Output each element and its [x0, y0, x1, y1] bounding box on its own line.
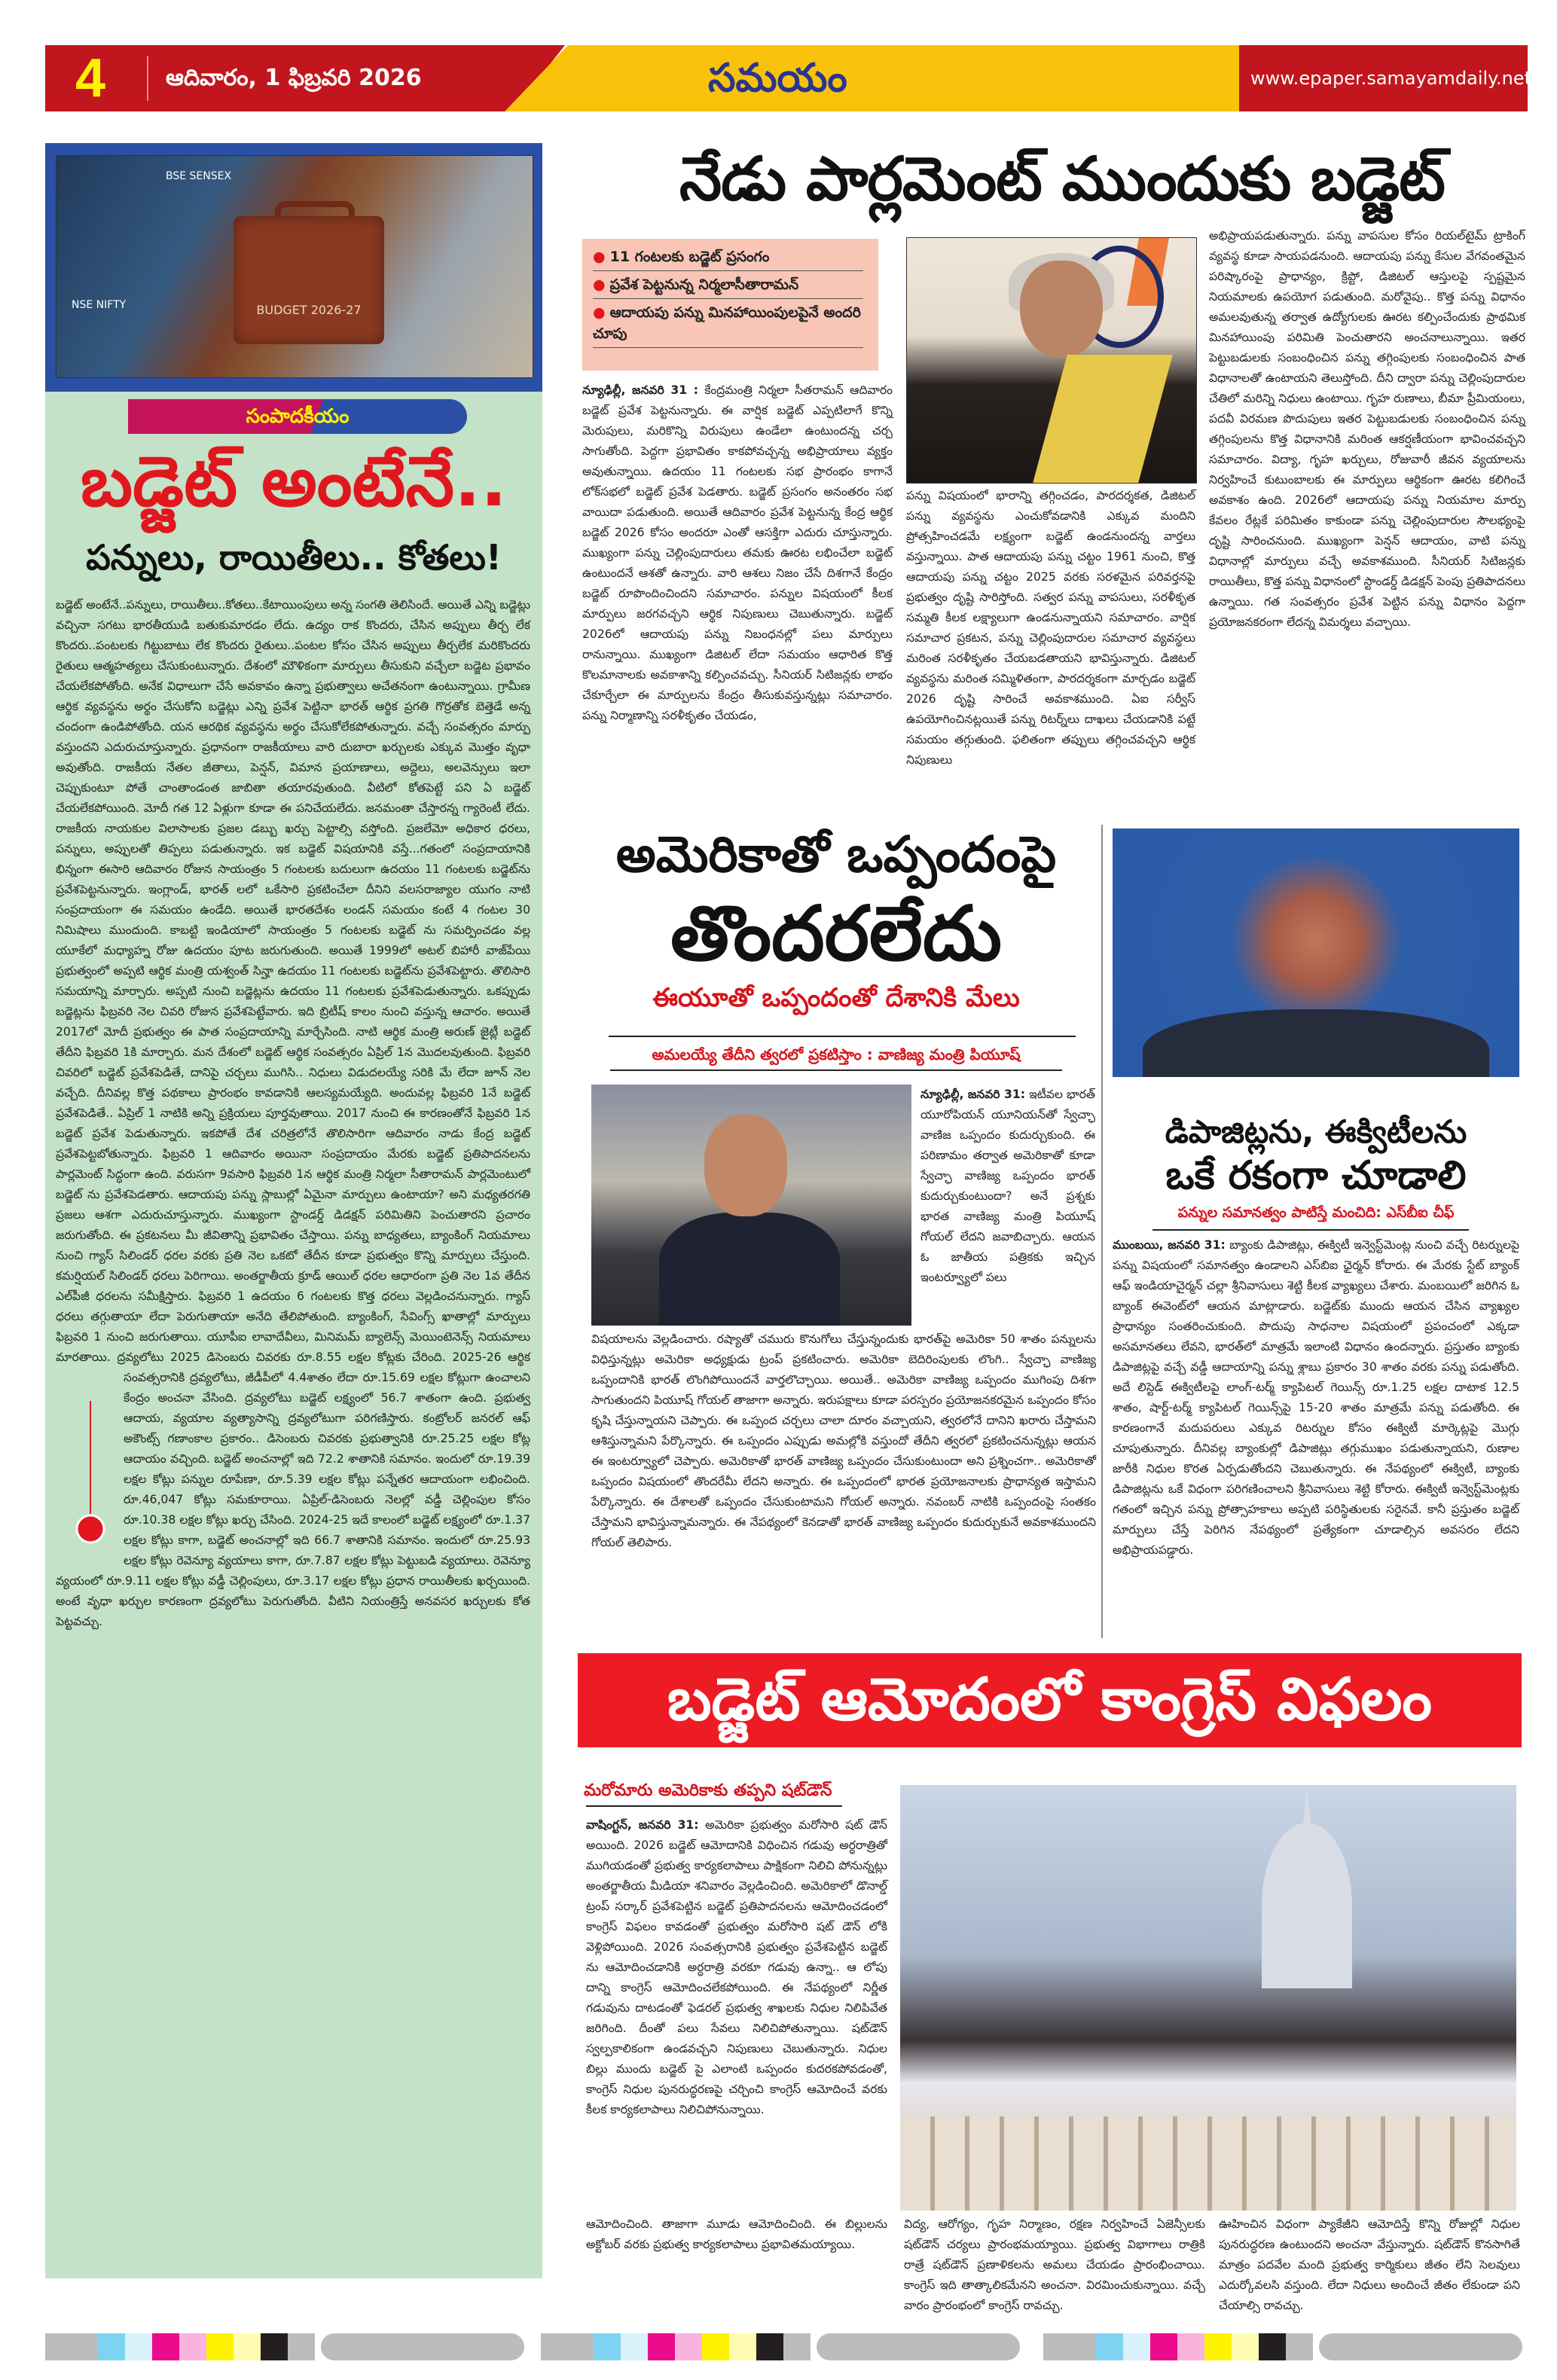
top-story-headline[interactable]: నేడు పార్లమెంట్ ముందుకు బడ్జెట్ — [679, 144, 1445, 214]
top-story-highlights — [582, 239, 878, 371]
us-trade-headline-line2[interactable]: తొందరలేదు — [670, 889, 1003, 978]
sbi-headline-line1[interactable]: డిపాజిట్లను, ఈక్విటీలను — [1165, 1113, 1467, 1150]
story-text: బ్యాంకు డిపాజిట్లు, ఈక్విటీ ఇన్వెస్ట్‌మెంట్ల నుంచి వచ్చే రిటర్నులపై పన్ను విషయంలో సమానత్వం ఉండాలని ఎస్‌బిఐ ఛైర్మన్ కోరారు. ఈ మేరకు స్టేట్ బ్యాంక్ ఆఫ్ ఇండియాచైర్మన్ చల్లా శ్రీనివాసులు శెట్టి కీలక వ్యాఖ్యలు చేశారు. మంబయిలో జరిగిన ఓ బ్యాంక్ ఈవెంట్‌లో ఆయన మాట్లాడారు. బడ్జెట్‌కు ముందు ఆయన చేసిన వ్యాఖ్యల ప్రాధాన్యం సంతరించుకుంది. పొదుపు సాధనాల విషయంలో ప్రపంచంలో ఎక్కడా అసమానతలు లేవని, భారత్‌లో మాత్రమే ఇలాంటి విధానం ఉందన్నారు. ప్రస్తుతం బ్యాంకు డిపాజిట్లపై వచ్చే వడ్డీ ఆదాయాన్ని పన్ను శ్లాబు ప్రకారం 30 శాతం వరకు పన్ను పడుతోంది. అదే లిస్టెడ్ ఈక్విటీలపై లాంగ్-టర్మ్ క్యాపిటల్ గెయిన్స్ రూ.1.25 లక్షల దాటాక 12.5 శాతం, షార్ట్-టర్మ్ క్యాపిటల్ గెయిన్స్‌పై 15-20 శాతం మాత్రమే పన్ను పడుతోంది. ఈ కారణంగానే మదుపరులు ఎక్కువ రిటర్నుల కోసం ఈక్విటీ మార్కెట్లపై మొగ్గు చూపుతున్నారు. దీనివల్ల బ్యాంకుల్లో డిపాజిట్లు తగ్గుముఖం పడుతున్నాయని, రుణాల జారీకి నిధుల కొరత ఏర్పడుతోందని చెబుతున్నారు. ఈ నేపథ్యంలో ఈక్విటీ, బ్యాంకు డిపాజిట్లను ఒకే విధంగా పరిగణించాలని శ్రీనివాసులు శెట్టి కోరారు. ఈక్విటీ ఇన్వెస్ట్‌మెంట్లకు గతంలో ఇచ్చిన పన్ను ప్రోత్సాహకాలు అప్పటి పరిస్థితులకు సరైనవే. కానీ ప్రస్తుతం బడ్జెట్ మార్పులు చేస్తే పెరిగిన నేపథ్యంలో ప్రత్యేకంగా చూడాల్సిన అవసరం లేదని అభిప్రాయపడ్డారు. — [1113, 1238, 1520, 1557]
color-swatch — [288, 2333, 315, 2360]
gray-registration-pill — [1319, 2333, 1522, 2360]
color-swatch — [702, 2333, 729, 2360]
print-color-bar — [541, 2333, 1020, 2360]
budget-briefcase-icon — [234, 216, 384, 344]
masthead-yellow-band — [505, 45, 1296, 111]
color-swatch — [783, 2333, 811, 2360]
color-swatch — [1177, 2333, 1204, 2360]
us-trade-subheadline: ఈయూతో ఒప్పందంతో దేశానికి మేలు — [652, 983, 1020, 1013]
print-color-bar — [1043, 2333, 1522, 2360]
sbi-headline-line2[interactable]: ఒకే రకంగా చూడాలి — [1165, 1153, 1467, 1198]
divider — [1152, 1229, 1469, 1231]
budget-illustration — [56, 155, 533, 378]
highlight-text: ప్రవేశ పెట్టనున్న నిర్మలాసీతారామన్ — [609, 276, 799, 293]
bullet-dot-icon: ● — [593, 249, 606, 265]
highlight-text: ఆదాయపు పన్ను మినహాయింపులపైనే అందరి చూపు — [593, 304, 861, 342]
sbi-kicker: పన్నుల సమానత్వం పాటిస్తే మంచిది: ఎస్‌బీఐ చీఫ్ — [1177, 1204, 1455, 1221]
capitol-photo — [900, 1785, 1516, 2211]
divider — [586, 1805, 842, 1807]
top-story-col1 — [582, 380, 893, 726]
photo-suit — [659, 1213, 840, 1326]
briefcase-label: BUDGET 2026-27 — [256, 303, 362, 317]
story-text: ఇటీవల భారత్ యూరోపియన్ యూనియన్‌తో స్వేచ్ఛా వాణిజ ఒప్పందం కుదుర్చుకుంది. ఈ పరిణామం తర్వాత అమెరికాతో కూడా స్వేచ్ఛా వాణిజ్య ఒప్పందం భారత్ కుదుర్చుకుంటుందా? అనే ప్రశ్నకు భారత వాణిజ్య మంత్రి పియూష్ గోయల్ లేదని జవాబిచ్చారు. ఆయన ఓ జాతీయ పత్రికకు ఇచ్చిన ఇంటర్వ్యూలో పలు — [920, 1088, 1095, 1284]
gray-registration-pill — [321, 2333, 524, 2360]
balustrade — [900, 2116, 1516, 2211]
congress-kicker: మరోమారు అమెరికాకు తప్పని షట్‌డౌన్ — [584, 1781, 832, 1800]
congress-body — [586, 1815, 887, 2120]
page-number: 4 — [75, 48, 106, 108]
congress-body-bottom-left: ఆమోదించింది. తాజాగా మూడు ఆమోదించింది. ఈ బిల్లులను అక్టోబర్ వరకు ప్రభుత్వ కార్యకలాపాలు ప్రభావితమయ్యాయి. — [586, 2217, 887, 2251]
issue-date: ఆదివారం, 1 ఫిబ్రవరి 2026 — [166, 65, 422, 91]
story-text: కేంద్రమంత్రి నిర్మలా సీతరామన్ ఆదివారం బడ్జెట్ ప్రవేశ పెట్టనున్నారు. ఈ వార్షిక బడ్జెట్ ఎప్పటిలాగే కొన్ని మెరుపులు, మరికొన్ని విరుపులు ఉండేలా ఉంటుందన్న చర్చ సాగుతోంది. పెద్దగా ప్రభావితం కాకపోవచ్చన్న అభిప్రాయాలు వ్యక్తం అవుతున్నాయి. ఉదయం 11 గంటలకు సభ ప్రారంభం కాగానే లోక్‌సభలో బడ్జెట్ ప్రవేశ పెడతారు. బడ్జెట్ ప్రసంగం అనంతరం సభ వాయిదా పడుతుంది. అయితే ఆదివారం ప్రవేశ పెట్టనున్న కేంద్ర ఆర్థిక బడ్జెట్ 2026 కోసం అందరూ ఎంతో ఆసక్తిగా ఎదురు చూస్తున్నారు. ముఖ్యంగా పన్ను చెల్లింపుదారులు తమకు ఊరట లభించేలా బడ్జెట్ ఉంటుందనే ఆశతో ఉన్నారు. వారి ఆశలు నిజం చేసే దిశగానే కేంద్రం బడ్జెట్ రూపొందించిందని సమాచారం. పన్నుల విషయంలో కీలక మార్పులు జరగవచ్చని ఆర్థిక నిపుణులు చెబుతున్నారు. బడ్జెట్ 2026లో ఆదాయపు పన్ను నిబంధనల్లో పలు మార్పులు రానున్నాయి. ముఖ్యంగా డిజిటల్ లేదా సమయం ఆధారిత కొత్త కొలమానాలకు అవకాశాన్ని కల్పించవచ్చు. సీనియర్ సిటిజన్లకు లాభం చేకూర్చేలా ఈ మార్పులను కేంద్రం తీసుకువస్తున్నట్లు సమాచారం. పన్ను నిర్మాణాన్ని సరళీకృతం చేయడం, — [582, 383, 893, 722]
gray-registration-pill — [817, 2333, 1020, 2360]
color-swatch — [234, 2333, 261, 2360]
dateline: న్యూఢిల్లీ, జనవరి 31 : — [582, 383, 698, 397]
sbi-chairman-photo — [1113, 828, 1519, 1077]
divider — [609, 1036, 1076, 1037]
color-swatch — [1123, 2333, 1150, 2360]
capitol-dome — [1262, 1823, 1352, 1988]
color-swatch — [179, 2333, 206, 2360]
bullet-dot-icon: ● — [593, 304, 606, 321]
top-story-col2: పన్ను విషయంలో భారాన్ని తగ్గించడం, పారదర్శకత, డిజిటల్ పన్ను వ్యవస్థను ఎంచుకోవడానికి ఎక్కువ మందిని ప్రోత్సహించడమే లక్ష్యంగా బడ్జెట్ ఉండనుందన్న వార్తలు వస్తున్నాయి. పాత ఆదాయపు పన్ను చట్టం 1961 నుంచి, కొత్త ఆదాయపు పన్ను చట్టం 2025 వరకు సరళమైన పరివర్తనపై ప్రభుత్వం దృష్టి సారిస్తోంది. సత్వర పన్ను వాపసులు, సరళీకృత సమ్మతి కీలక లక్ష్యాలుగా ఉండనున్నాయని సమాచారం. వార్షిక సమాచార ప్రకటన, పన్ను చెల్లింపుదారుల సమాచార వ్యవస్థలు మరింత సరళీకృతం చేయబడతాయని భావిస్తున్నారు. డిజిటల్ వ్యవస్థను మరింత సమ్మిళితంగా, పారదర్శకంగా మార్చడం బడ్జెట్ 2026 దృష్టి సారించే అవకాశముంది. ఏఐ సర్వీస్ ఉపయోగించినట్లయితే పన్ను రిటర్న్‌లు దాఖలు చేయడానికి పట్టే సమయం తగ్గుతుంది. ఫలితంగా తప్పులు తగ్గించవచ్చని ఆర్థిక నిపుణులు — [906, 489, 1195, 767]
photo-face — [1020, 261, 1103, 359]
commerce-minister-photo — [591, 1085, 911, 1326]
top-story-col3: అభిప్రాయపడుతున్నారు. పన్ను వాపసుల కోసం రియల్‌టైమ్ ట్రాకింగ్ వ్యవస్థ కూడా సాయపడనుంది. ఆదాయపు పన్ను కేసుల వేగవంతమైన పరిష్కారంపై ప్రాధాన్యం, క్రిప్టో, డిజిటల్ ఆస్తులపై స్పష్టమైన నియమాలకు ఉపయోగ పడుతుంది. మరోవైపు.. కొత్త పన్ను విధానం అమలవుతున్న తర్వాత ఉద్యోగులకు ఊరట కల్పించేందుకు ప్రాథమిక మినహాయింపు పరిమితి పెంచుతారని అంచనాలున్నాయి. ఇతర పెట్టుబడులకు సంబంధించిన పన్ను తగ్గింపులకు సంబంధించిన పాత విధానాలతో ఉంటాయని తెలుస్తోంది. దీని ద్వారా పన్ను చెల్లింపుదారుల చేతిలో మరిన్ని నిధులు ఉంటాయి. గృహ రుణాలు, బీమా ప్రీమియంలు, పదవీ విరమణ పొదుపులు ఇతర పెట్టుబడులకు సంబంధించిన పన్ను తగ్గింపులను కొత్త విధానానికి మరింత ఆకర్షణీయంగా భావించవచ్చని సమాచారం. విద్యా, గృహ ఖర్చులు, రోజువారీ జీవన వ్యయాలను నిర్వహించే కుటుంబాలకు ఈ మార్పులు ఆర్థికంగా ఊరట కలిగించే అవకాశం ఉంది. 2026లో ఆదాయపు పన్ను నియమాల మార్పు కేవలం రేట్లకే పరిమితం కాకుండా పన్ను చెల్లింపుదారుల సౌలభ్యంపై దృష్టి సారించనుంది. ముఖ్యంగా పెన్షన్ ఆదాయం, వాటి పన్ను విధానాల్లో మార్పులు వచ్చే అవకాశముంది. సీనియర్ సిటిజన్లకు రాయితీలు, కొత్త పన్ను విధానంలో స్టాండర్డ్ డిడక్షన్ పెంపు ప్రతిపాదనలు ఉన్నాయి. గత సంవత్సరం ప్రవేశ పెట్టిన పన్ను విధానం పెద్దగా ప్రయోజనకరంగా లేదన్న విమర్శలు వచ్చాయి. — [1209, 229, 1525, 629]
color-swatch — [675, 2333, 702, 2360]
color-swatch — [594, 2333, 621, 2360]
color-swatch — [648, 2333, 675, 2360]
photo-saree — [1033, 355, 1173, 483]
sbi-body — [1113, 1235, 1519, 1561]
highlight-item — [593, 302, 863, 348]
section-tag: సంపాదకీయం — [246, 405, 350, 428]
story-text: అమెరికా ప్రభుత్వం మరోసారి షట్ డౌన్ అయింది. 2026 బడ్జెట్ ఆమోదానికి విధించిన గడువు అర్ధరాత్రితో ముగియడంతో ప్రభుత్వ కార్యకలాపాలు పాక్షికంగా నిలిచి పోనున్నట్లు అంతర్జాతీయ మీడియా శనివారం వెల్లడించింది. అమెరికాలో డొనాల్డ్ ట్రంప్ సర్కార్ ప్రవేశపెట్టిన బడ్జెట్ ప్రతిపాదనలను ఆమోదించడంలో కాంగ్రెస్ విఫలం కావడంతో ప్రభుత్వం మరోసారి షట్ డౌన్ లోకి వెళ్లిపోయింది. 2026 సంవత్సరానికి ప్రభుత్వం ప్రవేశపెట్టిన బడ్జెట్ ను ఆమోదించడానికి అర్ధరాత్రి వరకూ గడువు ఉన్నా.. ఆ లోపు దాన్ని కాంగ్రెస్ ఆమోదించలేకపోయింది. ఈ నేపథ్యంలో నిర్ణీత గడువును దాటడంతో ఫెడరల్ ప్రభుత్వ శాఖలకు నిధుల నిలిపివేత జరిగింది. దీంతో పలు సేవలు నిలిచిపోతున్నాయి. షట్‌డౌన్ స్వల్పకాలికంగా ఉండవచ్చని నిపుణులు చెబుతున్నారు. నిధుల బిల్లు ముందు బడ్జెట్ పై ఎలాంటి ఒప్పందం కుదరకపోవడంతో, కాంగ్రెస్ నిధుల పునరుద్ధరణపై చర్చించి కాంగ్రెస్ ఆమోదించే వరకు కీలక కార్యకలాపాలు నిలిచిపోనున్నాయి. — [586, 1818, 887, 2116]
editorial-subheadline: పన్నులు, రాయితీలు.. కోతలు! — [86, 537, 502, 578]
quote-mark-icon — [68, 1386, 113, 1552]
photo-face — [704, 1115, 787, 1216]
epaper-url[interactable]: www.epaper.samayamdaily.net — [1250, 68, 1531, 89]
color-swatch — [152, 2333, 179, 2360]
color-swatch — [1286, 2333, 1313, 2360]
highlight-text: 11 గంటలకు బడ్జెట్ ప్రసంగం — [609, 249, 770, 265]
color-swatch — [1204, 2333, 1232, 2360]
finance-minister-photo — [906, 237, 1197, 484]
color-swatch — [45, 2333, 98, 2360]
highlight-item — [593, 274, 863, 299]
color-swatch — [621, 2333, 648, 2360]
color-swatch — [98, 2333, 125, 2360]
color-swatch — [206, 2333, 234, 2360]
us-trade-col-right — [920, 1085, 1095, 1288]
nse-nifty-label: NSE NIFTY — [72, 299, 127, 311]
column-divider — [1101, 825, 1103, 1638]
masthead-divider — [147, 56, 148, 101]
us-trade-body: విషయాలను వెల్లడించారు. రష్యాతో చమురు కొనుగోలు చేస్తున్నందుకు భారత్‌పై అమెరికా 50 శాతం పన్నులను విధిస్తున్నట్లు అమెరికా అధ్యక్షుడు ట్రంప్ ప్రకటించారు. అమెరికా బెదిరింపులకు లొంగి.. స్వేచ్ఛా వాణిజ్య ఒప్పందానికి భారత్ లొంగిపోయిందనే వార్తలొచ్చాయి. అయితే.. అమెరికా వాణిజ్య ఒప్పందం ముగింపు దిశగా సాగుతుందని పియూష్ గోయల్ తాజాగా అన్నారు. ఇరుపక్షాలు కూడా పరస్పరం ప్రయోజనకరమైన ఒప్పందం కోసం కృషి చేస్తున్నాయని చెప్పారు. ఈ ఒప్పంద చర్చలు చాలా దూరం వచ్చాయని, త్వరలోనే దానిని ఖరారు చేస్తామని ఆశిస్తున్నామని పేర్కొన్నారు. ఈ ఒప్పందం ఎప్పుడు అమల్లోకి వస్తుందో తేదీని త్వరలో ప్రకటించనున్నట్లు ఆయన ఈ ఇంటర్వ్యూలో చెప్పారు. అమెరికాతో భారత్ వాణిజ్య ఒప్పందం చేసుకుంటుందా అని ప్రశ్నించగా.. అమెరికాతో ఒప్పందం విషయంలో తొందరేమీ లేదని అన్నారు. ఈ ఒప్పందంలో భారత ప్రయోజనాలకు ప్రాధాన్యత ఇస్తామని పేర్కొన్నారు. ఈ దేశాలతో ఒప్పందం చేసుకుంటామని గోయల్ అన్నారు. నవంబర్ నాటికి ఒప్పందంపై సంతకం చేస్తామని భావిస్తున్నామన్నారు. ఈ నేపథ్యంలో కెనడాతో భారత్ వాణిజ్య ఒప్పందం కుదుర్చుకునే అవకాశముందని గోయల్ తెలిపారు. — [591, 1332, 1096, 1549]
print-color-bar — [45, 2333, 524, 2360]
editorial-body: బడ్జెట్ అంటేనే..పన్నులు, రాయితీలు..కోతలు..కేటాయింపులు అన్న సంగతి తెలిసిందే. అయితే ఎన్ని బడ్జెట్లు వచ్చినా సగటు భారతీయుడి బతుకుమారడం లేదు. ఉద్యం రాక కొందరు, చేసిన అప్పులు తీర్చ లేక కొందరు..పంటలకు గిట్టుబాటు లేక కొందరు రైతులు..పంటల కోసం చేసిన అప్పులు తీర్చలేక మరికొందరు రైతులు ఆత్మహత్యలు చేసుకుంటున్నారు. దేశంలో మౌళికంగా మార్పులు తీసుకుని వచ్చేలా బడ్జెట ప్రభావం చేయలేకపోతోంది. అనేక విధాలుగా చేసే అవకావం ఉన్నా ప్రభుత్వాలు అచేతనంగా ఉంటున్నాయి. గ్రామీణ ఆర్థిక వ్యవస్థను అర్థం చేసుకోని బడ్జెట్లు ఎన్ని ప్రవేశ పెట్టినా భారత్ ఆర్థిక ప్రగతి గొర్రతోక బెత్తెడే అన్న చందంగా ఉండిపోతోంది. యన ఆరథిక వ్యవస్థను అర్థం చేసుకోలేకపోతున్నారు. వచ్చే సంవత్సరం మార్పు వస్తుందని ఎదురుచూస్తున్నారు. ప్రధానంగా రాజకీయాలు వారి దుబారా ఖర్చులకు ఎక్కువ మొత్తం వృధా అవుతోంది. రాజకీయ నేతల జీతాలు, పెన్షన్, విమాన ప్రయాణాలు, అద్దెలు, అలవెన్సులు ఇలా చెప్పుకుంటూ పోతే చాంతాండంత జాబితా తయారవుతుంది. వీటిలో కోతపెట్టే పని ఏ బడ్జెట్ చేయలేకపోయింది. మోదీ గత 12 ఏళ్లుగా కూడా ఈ పనిచేయలేదు. జనమంతా చేస్తారన్న గ్యారెంటీ లేదు. రాజకీయ నాయకుల విలాసాలకు ప్రజల డబ్బు ఖర్చు పెట్టాల్సి వస్తోంది. ప్రజలేమో అధికార ధరలు, పన్నులు, అప్పులతో తిప్పలు పడుతున్నారు. ఇక బడ్జెట్ విషయానికి వస్తే...గతంలో సంప్రదాయానికి భిన్నంగా ఈసారి ఆదివారం రోజున సాయంత్రం 5 గంటలకు బదులుగా ఉదయం 11 గంటలకు బడ్జెట్‌ను ప్రవేశపెట్టనున్నారు. ఇంగ్లాండ్, భారత్ లలో ఒకేసారి ప్రకటించేలా దీనిని వలసరాజ్యాల యుగం నాటి సంప్రదాయంగా ఈ సమయం ఉండేది. అయితే భారతదేశం లండన్ సమయం కంటే 4 గంటల 30 నిమిషాలు ముందుంది. కాబట్టి ఇండియాలో సాయంత్రం 5 గంటలకు బడ్జెట్ ను సమర్పించడం వల్ల యూకేలో మధ్యాహ్న రోజు ఉదయం పూట జరుగుతుంది. అయితే 1999లో అటల్ బిహారీ వాజ్‌పేయి ప్రభుత్వంలో అప్పటి ఆర్థిక మంత్రి యశ్వంత్ సిన్హా ఉదయం 11 గంటలకు బడ్జెట్‌ను ప్రవేశపెట్టారు. తొలిసారి సమయాన్ని మార్చారు. అప్పటి నుంచి బడ్జెట్లను ఉదయం 11 గంటలకు ప్రవేశపెడుతున్నారు. ఒకప్పుడు బడ్జెట్లను ఫిబ్రవరి నెల చివరి రోజున ప్రవేశపెట్టేవారు. ఇది బ్రిటీష్ కాలం నుంచి వస్తున్న ఆచారం. అయితే 2017లో మోదీ ప్రభుత్వం ఈ పాత సంప్రదాయాన్ని మార్చేసింది. నాటి ఆర్థిక మంత్రి అరుణ్ జైట్లీ బడ్జెట్ తేదీని ఫిబ్రవరి 1కి మార్చారు. మన దేశంలో బడ్జెట్ ఆర్థిక సంవత్సరం ఏప్రిల్ 1న మొదలవుతుంది. ఫిబ్రవరి చివరిలో బడ్జెట్ ప్రవేశపెడితే, దానిపై చర్చలు ముగిసి.. నిధులు విడుదలయ్యే సరికి మే లేదా జూన్ నెల వచ్చేది. దీనివల్ల కొత్త పథకాలు ప్రారంభం కావడానికి ఆలస్యమయ్యేది. అందువల్ల ఫిబ్రవరి 1నే బడ్జెట్ ప్రవేశపెడితే.. ఏప్రిల్ 1 నాటికి అన్ని ప్రక్రియలు పూర్తవుతాయి. 2017 నుంచి ఈ కారణంతోనే ఫిబ్రవరి 1న బడ్జెట్ ప్రవేశ పెడుతున్నారు. ఇకపోతే దేశ చరిత్రలోనే తొలిసారిగా ఆదివారం నాడు కేంద్ర బడ్జెట్ ప్రవేశపెట్టబోతున్నారు. ఫిబ్రవరి 1 ఆదివారం అయినా సంప్రదాయం మేరకు బడ్జెట్ ప్రతిపాదనలను పార్లమెంట్ సిద్ధంగా ఉంది. వరుసగా 9వసారి ఫిబ్రవరి 1న ఆర్థిక మంత్రి నిర్మలా సీతారామన్ పార్లమెంటులో బడ్జెట్ ను ప్రవేశపెడతారు. ఆదాయపు పన్ను స్లాబుల్లో ఏమైనా మార్పులు ఉంటాయా? అని మధ్యతరగతి ప్రజలు ఆశగా ఎదురుచూస్తున్నారు. ముఖ్యంగా స్టాండర్డ్ డిడక్షన్ పరిమితిని పెంచుతారని ప్రచారం జరుగుతోంది. ఈ ప్రకటనలు మీ జీవితాన్ని ప్రభావితం చేస్తాయి. పన్ను బాధ్యతలు, బ్యాంకింగ్ నియమాలు నుంచి గ్యాస్ సిలిండర్ ధరల వరకు ప్రతి నెల ఒకటో తేదీన కూడా ప్రభుత్వం కొన్ని మార్పులు చేస్తుంది. కమర్షియల్ సిలిండర్ ధరలు పెరిగాయి. అంతర్జాతీయ క్రూడ్ ఆయిల్ ధరల ఆధారంగా ప్రతి నెల 1వ తేదీన ఎల్‌పీజీ ధరలను సమీక్షిస్తారు. ఫిబ్రవరి 1 ఉదయం 6 గంటలకు కొత్త ధరలు వెల్లడించనున్నారు. గ్యాస్ ధరలు తగ్గుతాయా లేదా పెరుగుతాయా అనేది తేలిపోతుంది. బ్యాంకింగ్, సేవింగ్స్ ఖాతాల్లో మార్పులు ఫిబ్రవరి 1 నుంచి జరుగుతాయి. యూపీఐ లావాదేవీలు, మినిమమ్ బ్యాలెన్స్ మెయింటెనెన్స్ నియమాలు మారతాయి. ద్రవ్యలోటు 2025 డిసెంబరు చివరకు రూ.8.55 లక్షల కోట్లకు చేరింది. 2025-26 ఆర్థిక సంవత్సరానికి ద్రవ్యలోటు, జీడీపీలో 4.4శాతం లేదా రూ.15.69 లక్షల కోట్లుగా ఉంచాలని కేంద్రం అంచనా వేసింది. ద్రవ్యలోటు బడ్జెట్ లక్ష్యంలో 56.7 శాతంగా ఉంది. ప్రభుత్వ ఆదాయ, వ్యయాల వ్యత్యాసాన్ని ద్రవ్యలోటుగా పరిగణిస్తారు. కంట్రోలర్ జనరల్ ఆఫ్ అకౌంట్స్ గణాంకాల ప్రకారం.. డిసెంబరు చివరకు ప్రభుత్వానికి రూ.25.25 లక్షల కోట్ల ఆదాయం వచ్చింది. బడ్జెట్ అంచనాల్లో ఇది 72.2 శాతానికి సమానం. ఇందులో రూ.19.39 లక్షల కోట్లు పన్నుల రూపేణా, రూ.5.39 లక్షల కోట్లు పన్నేతర ఆదాయంగా లభించింది. రూ.46,047 కోట్లు సమకూరాయి. ఏప్రిల్-డిసెంబరు నెలల్లో వడ్డీ చెల్లింపుల కోసం రూ.10.38 లక్షల కోట్లు ఖర్చు చేసింది. 2024-25 ఇదే కాలంలో బడ్జెట్ లక్ష్యంలో రూ.1.37 లక్షల కోట్లు కాగా, బడ్జెట్ అంచనాల్లో ఇది 66.7 శాతానికి సమానం. ఇందులో రూ.25.93 లక్షల కోట్లు రెవెన్యూ వ్యయాలు కాగా, రూ.7.87 లక్షల కోట్లు పెట్టుబడి వ్యయాలు. రెవెన్యూ వ్యయంలో రూ.9.11 లక్షల కోట్లు వడ్డీ చెల్లింపులు, రూ.3.17 లక్షల కోట్లు ప్రధాన రాయితీలకు ఖర్చయింది. అంటే వృధా ఖర్చుల కారణంగా ద్రవ్యలోటు పెరుగుతోంది. వీటిని నియంత్రిస్తే అనవసర ఖర్చులకు కోత పెట్టవచ్చు. — [56, 598, 531, 1628]
color-swatch — [541, 2333, 594, 2360]
us-trade-headline-line1[interactable]: అమెరికాతో ఒప్పందంపై — [615, 825, 1057, 883]
bse-sensex-label: BSE SENSEX — [166, 170, 232, 182]
masthead — [45, 45, 1531, 111]
editorial-column — [45, 143, 542, 2278]
color-swatch — [125, 2333, 152, 2360]
photo-suit — [1143, 1009, 1489, 1077]
congress-body-bottom-mid: విద్య, ఆరోగ్యం, గృహ నిర్మాణం, రక్షణ నిర్వహించే ఏజెన్సీలకు షట్‌డౌన్ చర్యలు ప్రారంభమయ్యాయి. ప్రభుత్వ విభాగాలు రాత్రికి రాత్రే షట్‌డౌన్ ప్రణాళికలను అమలు చేయడం ప్రారంభించాయి. కాంగ్రెస్ ఇది తాత్కాలికమేనని అంచనా. విరమించుకున్నాయి. వచ్చే వారం ప్రారంభంలో కాంగ్రెస్ రావచ్చు. — [904, 2217, 1205, 2312]
color-swatch — [1259, 2333, 1286, 2360]
dateline: ముంబయి, జనవరి 31: — [1113, 1238, 1226, 1252]
congress-headline[interactable]: బడ్జెట్ ఆమోదంలో కాంగ్రెస్ విఫలం — [667, 1666, 1432, 1734]
dateline: వాషింగ్టన్, జనవరి 31: — [586, 1818, 699, 1832]
us-trade-kicker: అమలయ్యే తేదీని త్వరలో ప్రకటిస్తాం : వాణిజ్య మంత్రి పియూష్ — [652, 1045, 1021, 1063]
highlight-item — [593, 246, 863, 271]
editorial-headline: బడ్జెట్ అంటేనే.. — [81, 441, 507, 522]
editorial-body-wrap — [56, 595, 530, 1632]
divider — [610, 1069, 1062, 1071]
color-swatch — [1096, 2333, 1123, 2360]
color-swatch — [261, 2333, 288, 2360]
color-swatch — [756, 2333, 783, 2360]
dateline: న్యూఢిల్లీ, జనవరి 31: — [920, 1088, 1025, 1101]
color-swatch — [729, 2333, 756, 2360]
newspaper-logo: సమయం — [708, 56, 847, 101]
bullet-dot-icon: ● — [593, 276, 606, 293]
color-swatch — [1232, 2333, 1259, 2360]
congress-body-bottom-right: ఊహించిన విధంగా ప్యాకేజీని ఆమోదిస్తే కొన్ని రోజుల్లో నిధుల పునరుద్ధరణ ఉంటుందని అంచనా వేస్తున్నారు. షట్‌డౌన్ కొనసాగితే మాత్రం పదవేల మంది ప్రభుత్వ కార్మికులు జీతం లేని సెలవులు ఎదుర్కోవలసి వస్తుంది. లేదా నిధులు అందించే జీతం లేకుండా పని చేయాల్సి రావచ్చు. — [1219, 2217, 1520, 2312]
color-swatch — [1043, 2333, 1096, 2360]
color-swatch — [1150, 2333, 1177, 2360]
